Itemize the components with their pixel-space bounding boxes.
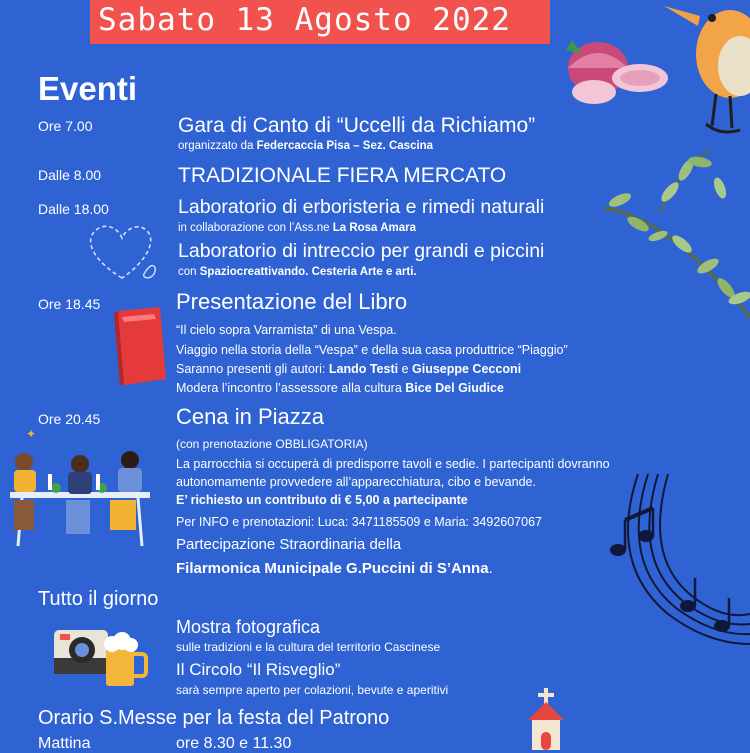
dinner-illustration <box>2 428 162 552</box>
event-detail: Filarmonica Municipale G.Puccini di S’Anna. <box>176 560 493 577</box>
church-icon <box>524 688 568 750</box>
event-time: Dalle 18.00 <box>38 201 109 217</box>
event-title: Laboratorio di intreccio per grandi e piccini <box>178 240 545 262</box>
event-title: Gara di Canto di “Uccelli da Richiamo” <box>178 114 536 137</box>
mass-times: ore 8.30 e 11.30 <box>176 735 292 752</box>
date-heading: Sabato 13 Agosto 2022 <box>98 2 511 38</box>
mass-label: Mattina <box>38 735 91 752</box>
svg-text:✦: ✦ <box>26 428 37 441</box>
event-title: Il Circolo “Il Risveglio” <box>176 660 341 679</box>
book-icon <box>110 305 172 387</box>
event-detail: Saranno presenti gli autori: Lando Testi e Giuseppe Cecconi <box>176 362 522 376</box>
event-subtitle: sulle tradizioni e la cultura del territorio Cascinese <box>176 640 441 654</box>
event-detail: La parrocchia si occuperà di predisporre tavoli e sedie. I partecipanti dovranno <box>176 457 610 471</box>
event-detail: Partecipazione Straordinaria della <box>176 536 402 553</box>
event-subtitle: sarà sempre aperto per colazioni, bevute e aperitivi <box>176 683 449 697</box>
event-detail: “Il cielo sopra Varramista” di una Vespa. <box>176 323 397 337</box>
event-detail: (con prenotazione OBBLIGATORIA) <box>176 437 368 451</box>
event-detail: Modera l’incontro l’assessore alla cultura Bice Del Giudice <box>176 381 504 395</box>
event-time: Ore 20.45 <box>38 411 101 427</box>
event-title: Mostra fotografica <box>176 617 321 637</box>
events-heading: Eventi <box>38 70 138 107</box>
event-title: Presentazione del Libro <box>176 289 408 314</box>
event-title: Laboratorio di erboristeria e rimedi naturali <box>178 196 545 218</box>
event-detail: E’ richiesto un contributo di € 5,00 a partecipante <box>176 493 468 507</box>
section-heading: Orario S.Messe per la festa del Patrono <box>38 707 390 729</box>
event-title: TRADIZIONALE FIERA MERCATO <box>178 164 507 187</box>
section-heading: Tutto il giorno <box>38 588 159 610</box>
event-subtitle: organizzato da Federcaccia Pisa – Sez. Cascina <box>178 140 434 152</box>
event-subtitle: con Spaziocreattivando. Cesteria Arte e arti. <box>178 266 417 278</box>
olive-branch-illustration <box>600 148 750 338</box>
event-detail: Per INFO e prenotazioni: Luca: 3471185509 e Maria: 3492607067 <box>176 515 542 529</box>
bird-illustration <box>660 0 750 138</box>
event-time: Ore 7.00 <box>38 118 93 134</box>
beer-icon <box>102 632 148 690</box>
heart-icon <box>82 220 166 284</box>
event-subtitle: in collaborazione con l’Ass.ne La Rosa Amara <box>178 222 417 234</box>
event-title: Cena in Piazza <box>176 404 324 429</box>
music-notes-illustration <box>598 474 750 694</box>
event-time: Dalle 8.00 <box>38 167 102 183</box>
event-detail: autonomamente provvedere all’apparecchiatura, cibo e bevande. <box>176 475 536 489</box>
onion-icon <box>560 34 672 108</box>
event-time: Ore 18.45 <box>38 296 101 312</box>
event-detail: Viaggio nella storia della “Vespa” e della sua casa produttrice “Piaggio” <box>176 343 568 357</box>
